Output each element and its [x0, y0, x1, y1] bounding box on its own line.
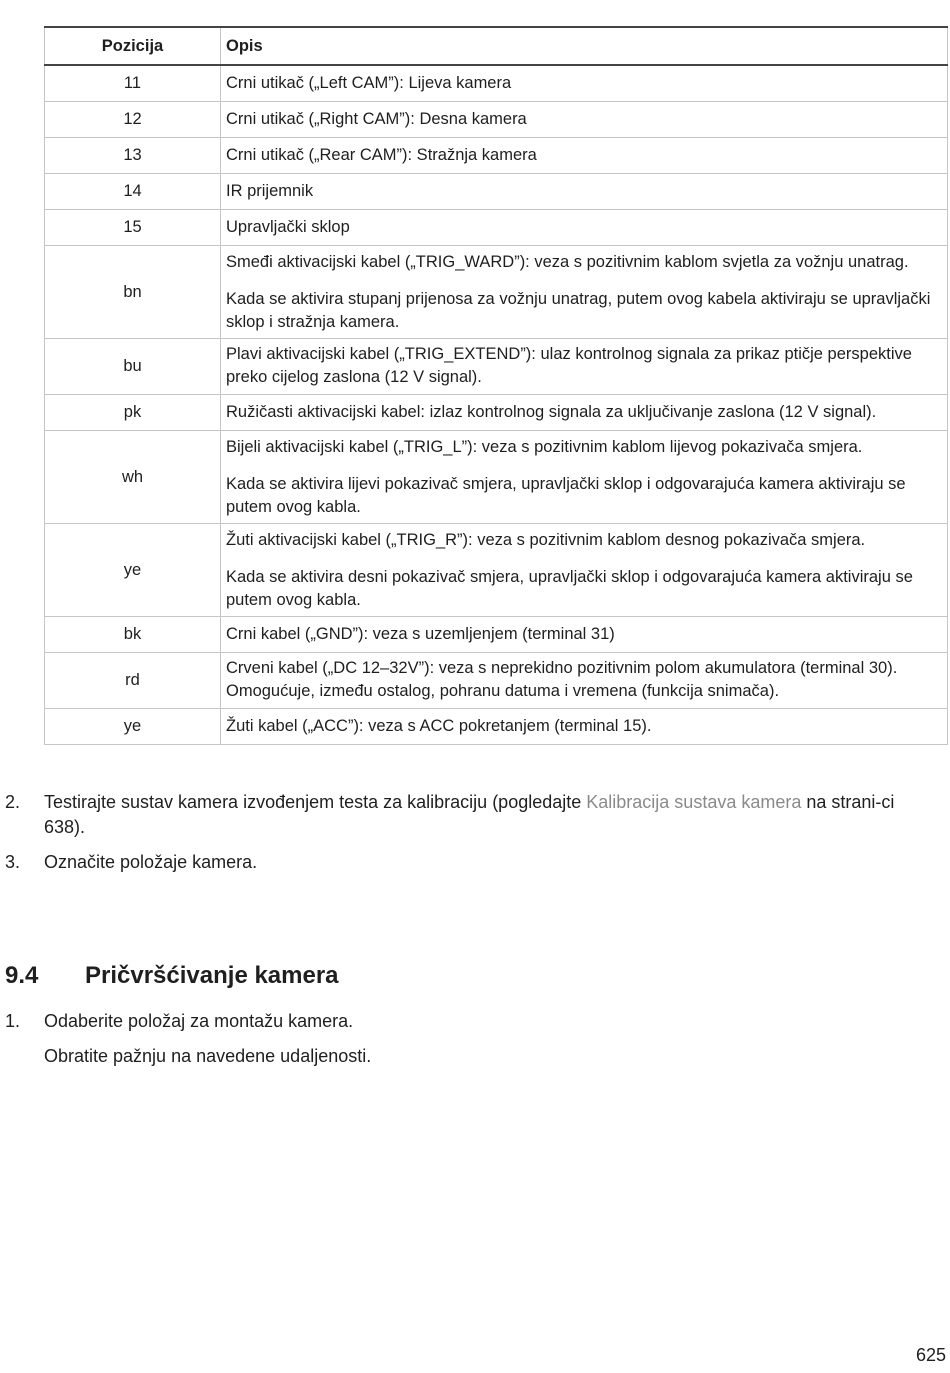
description-paragraph: Kada se aktivira desni pokazivač smjera, upravljački sklop i odgovarajuća kamera aktiviraju se putem ovog kabla. [226, 568, 913, 609]
description-paragraph: Plavi aktivacijski kabel („TRIG_EXTEND”): ulaz kontrolnog signala za prikaz ptičje perspektive preko cijelog zaslona (12 V signal). [226, 345, 912, 386]
description-cell [221, 65, 948, 102]
step-item [0, 850, 950, 875]
column-header-position: Pozicija [45, 27, 221, 65]
calibration-link[interactable]: Kalibracija sustava kamera [586, 792, 802, 812]
description-cell [221, 709, 948, 745]
procedure-steps [0, 790, 950, 875]
position-cell: 11 [45, 65, 221, 102]
position-cell: 12 [45, 102, 221, 138]
position-cell: ye [45, 709, 221, 745]
section-number: 9.4 [5, 962, 39, 989]
section-heading [5, 960, 339, 992]
step-text: Testirajte sustav kamera izvođenjem testa za kalibraciju (pogledajte [44, 792, 587, 812]
table-body [45, 65, 948, 745]
description-paragraph: Crveni kabel („DC 12–32V”): veza s neprekidno pozitivnim polom akumulatora (terminal 30). Omogućuje, između ostalog, pohranu datuma i vremena (funkcija snimača). [226, 659, 898, 700]
description-paragraph: Žuti aktivacijski kabel („TRIG_R”): veza s pozitivnim kablom desnog pokazivača smjera. [226, 531, 866, 549]
description-paragraph: Bijeli aktivacijski kabel („TRIG_L”): veza s pozitivnim kablom lijevog pokazivača smjera. [226, 438, 863, 456]
description-paragraph: Upravljački sklop [226, 217, 350, 236]
table-row [45, 524, 948, 617]
step-text: Odaberite položaj za montažu kamera. [44, 1011, 354, 1031]
description-cell [221, 102, 948, 138]
step-note: Obratite pažnju na navedene udaljenosti. [44, 1046, 372, 1066]
position-cell: 14 [45, 174, 221, 210]
table-row [45, 653, 948, 709]
description-cell [221, 395, 948, 431]
step-text: Označite položaje kamera. [44, 852, 258, 872]
position-cell: 13 [45, 138, 221, 174]
table-row [45, 246, 948, 339]
position-cell: bu [45, 339, 221, 395]
connection-table-wrapper [44, 26, 947, 745]
position-cell: bn [45, 246, 221, 339]
table-row [45, 65, 948, 102]
position-cell: ye [45, 524, 221, 617]
description-paragraph: Crni utikač („Right CAM”): Desna kamera [226, 109, 527, 128]
table-row [45, 138, 948, 174]
step-item [0, 1009, 950, 1034]
description-cell [221, 339, 948, 395]
table-row [45, 174, 948, 210]
description-paragraph: IR prijemnik [226, 181, 314, 200]
connection-table [44, 26, 948, 745]
position-cell: 15 [45, 210, 221, 246]
table-row [45, 395, 948, 431]
description-cell [221, 138, 948, 174]
description-cell [221, 174, 948, 210]
step-item [0, 790, 950, 840]
description-cell [221, 617, 948, 653]
description-cell [221, 431, 948, 524]
description-cell [221, 524, 948, 617]
description-paragraph: Ružičasti aktivacijski kabel: izlaz kontrolnog signala za uključivanje zaslona (12 V signal). [226, 402, 877, 421]
table-row [45, 210, 948, 246]
description-cell [221, 653, 948, 709]
table-row [45, 339, 948, 395]
description-cell [221, 246, 948, 339]
table-row [45, 102, 948, 138]
description-cell [221, 210, 948, 246]
step-number: 3. [5, 852, 21, 872]
table-row [45, 431, 948, 524]
description-paragraph: Kada se aktivira stupanj prijenosa za vožnju unatrag, putem ovog kabela aktiviraju se upravljački sklop i stražnja kamera. [226, 290, 931, 331]
description-paragraph: Crni utikač („Left CAM”): Lijeva kamera [226, 73, 512, 92]
position-cell: bk [45, 617, 221, 653]
column-header-description: Opis [221, 27, 948, 65]
section-steps [0, 1009, 950, 1069]
description-paragraph: Smeđi aktivacijski kabel („TRIG_WARD”): veza s pozitivnim kablom svjetla za vožnju unatrag. [226, 253, 909, 271]
description-paragraph: Žuti kabel („ACC”): veza s ACC pokretanjem (terminal 15). [226, 716, 652, 735]
page-number: 625 [915, 1345, 946, 1365]
description-paragraph: Crni utikač („Rear CAM”): Stražnja kamera [226, 145, 537, 164]
table-row [45, 617, 948, 653]
step-text-continued: na strani-ci 638). [44, 792, 895, 837]
table-row [45, 709, 948, 745]
description-paragraph: Crni kabel („GND”): veza s uzemljenjem (terminal 31) [226, 624, 615, 643]
step-number: 2. [5, 792, 21, 812]
step-number: 1. [5, 1011, 21, 1031]
table-header-row [45, 27, 948, 65]
position-cell: rd [45, 653, 221, 709]
section-title: Pričvršćivanje kamera [85, 962, 339, 989]
position-cell: wh [45, 431, 221, 524]
position-cell: pk [45, 395, 221, 431]
description-paragraph: Kada se aktivira lijevi pokazivač smjera, upravljački sklop i odgovarajuća kamera aktiviraju se putem ovog kabla. [226, 475, 906, 516]
